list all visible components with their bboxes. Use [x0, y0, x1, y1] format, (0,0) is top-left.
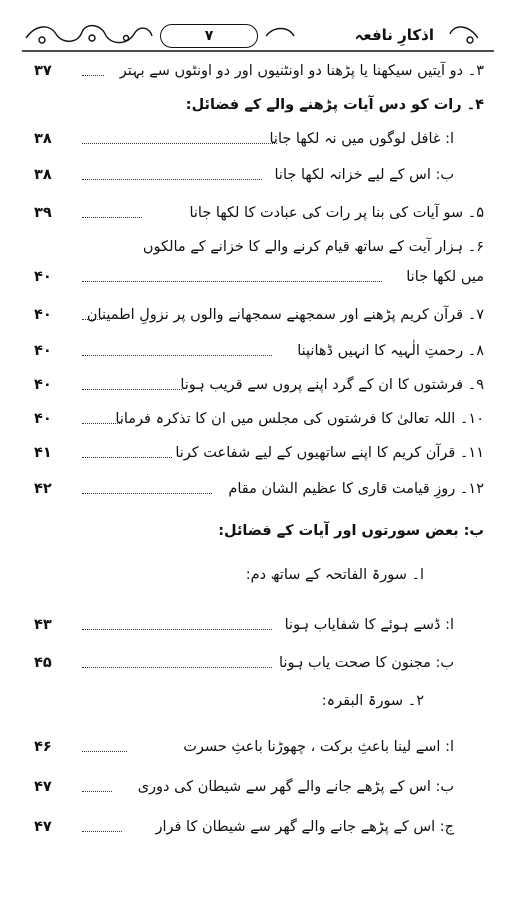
dot-leader	[82, 143, 277, 144]
toc-entry-title: ۳۔ دو آیتیں سیکھنا یا پڑھنا دو اونٹنیوں اور دو اونٹوں سے بہتر	[119, 63, 484, 79]
dot-leader	[82, 355, 272, 356]
toc-page-number: ۴۷	[34, 819, 52, 835]
toc-entry-title: میں لکھا جانا	[406, 269, 484, 285]
dot-leader	[82, 493, 212, 494]
toc-page-number: ۴۰	[34, 269, 52, 285]
dot-leader	[82, 389, 182, 390]
toc-row	[34, 372, 484, 398]
toc-row	[34, 440, 484, 466]
toc-row	[34, 476, 484, 502]
dot-leader	[82, 423, 122, 424]
toc-row	[34, 774, 484, 800]
toc-row	[34, 126, 484, 152]
toc-page-number: ۴۰	[34, 343, 52, 359]
dot-leader	[82, 791, 112, 792]
dot-leader	[82, 319, 102, 320]
toc-row	[34, 518, 484, 544]
toc-page-number: ۳۸	[34, 131, 52, 147]
toc-page-number: ۴۲	[34, 481, 52, 497]
dot-leader	[82, 457, 172, 458]
dot-leader	[82, 179, 262, 180]
toc-entry-title: ۱۰۔ اللہ تعالیٰ کا فرشتوں کی مجلس میں ان کا تذکرہ فرمانا	[115, 411, 484, 427]
toc-row	[34, 688, 484, 714]
toc-entry-title: ۴۔ رات کو دس آیات پڑھنے والے کے فضائل:	[185, 97, 484, 113]
toc-entry-title: ۱۱۔ قرآن کریم کا اپنے ساتھیوں کے لیے شفاعت کرنا	[175, 445, 484, 461]
toc-entry-title: ۹۔ فرشتوں کا ان کے گرد اپنے پروں سے قریب ہونا	[180, 377, 484, 393]
toc-entry-title: ب: اس کے پڑھے جانے والے گھر سے شیطان کی دوری	[137, 779, 454, 795]
toc-subsection-heading: ۲۔ سورۃ البقرہ:	[321, 693, 424, 709]
dot-leader	[82, 629, 272, 630]
toc-row	[34, 814, 484, 840]
toc-entry-title: ج: اس کے پڑھے جانے والے گھر سے شیطان کا فرار	[155, 819, 454, 835]
dot-leader	[82, 751, 127, 752]
toc-row	[34, 562, 484, 588]
toc-subsection-heading: ا۔ سورۃ الفاتحہ کے ساتھ دم:	[245, 567, 424, 583]
toc-row	[34, 734, 484, 760]
page-number-badge: ۷	[160, 24, 258, 48]
toc-row	[34, 302, 484, 328]
dot-leader	[82, 281, 382, 282]
toc-page-number: ۳۸	[34, 167, 52, 183]
toc-page-number: ۴۶	[34, 739, 52, 755]
running-title: اذکارِ نافعہ	[354, 26, 434, 44]
toc-entry-title: ۷۔ قرآن کریم پڑھنے اور سمجھنے سمجھانے والوں پر نزولِ اطمینان	[86, 307, 484, 323]
toc-entry-title: ا: اسے لینا باعثِ برکت ، چھوڑنا باعثِ حسرت	[183, 739, 454, 755]
toc-row	[34, 58, 484, 84]
toc-row	[34, 338, 484, 364]
toc-page-number: ۴۳	[34, 617, 52, 633]
toc-entry-title: ا: غافل لوگوں میں نہ لکھا جانا	[269, 131, 454, 147]
toc-row	[34, 162, 484, 188]
toc-row	[34, 92, 484, 118]
toc-entry-title: ۵۔ سو آیات کی بنا پر رات کی عبادت کا لکھا جانا	[189, 205, 484, 221]
toc-row	[34, 264, 484, 290]
toc-page-number: ۴۷	[34, 779, 52, 795]
toc-page-number: ۳۹	[34, 205, 52, 221]
toc-page-number: ۴۰	[34, 377, 52, 393]
toc-row	[34, 650, 484, 676]
toc-page-number: ۴۵	[34, 655, 52, 671]
toc-row	[34, 200, 484, 226]
toc-section-heading: ب: بعض سورتوں اور آیات کے فضائل:	[218, 523, 484, 539]
toc-row	[34, 234, 484, 260]
toc-entry-title: ا: ڈسے ہوئے کا شفایاب ہونا	[284, 617, 454, 633]
toc-entry-title: ب: مجنون کا صحت یاب ہونا	[279, 655, 454, 671]
dot-leader	[82, 75, 104, 76]
toc-row	[34, 406, 484, 432]
toc-entry-title: ب: اس کے لیے خزانہ لکھا جانا	[274, 167, 454, 183]
toc-entry-title: ۱۲۔ روزِ قیامت قاری کا عظیم الشان مقام	[228, 481, 484, 497]
toc-page-number: ۳۷	[34, 63, 52, 79]
toc-entry-title: ۶۔ ہزار آیت کے ساتھ قیام کرنے والے کا خزانے کے مالکوں	[142, 239, 484, 255]
toc-page-number: ۴۱	[34, 445, 52, 461]
toc-entry-title: ۸۔ رحمتِ الٰہیہ کا انہیں ڈھانپنا	[297, 343, 484, 359]
toc-page-number: ۴۰	[34, 307, 52, 323]
dot-leader	[82, 667, 272, 668]
dot-leader	[82, 217, 142, 218]
dot-leader	[82, 831, 122, 832]
toc-page-number: ۴۰	[34, 411, 52, 427]
toc-row	[34, 612, 484, 638]
